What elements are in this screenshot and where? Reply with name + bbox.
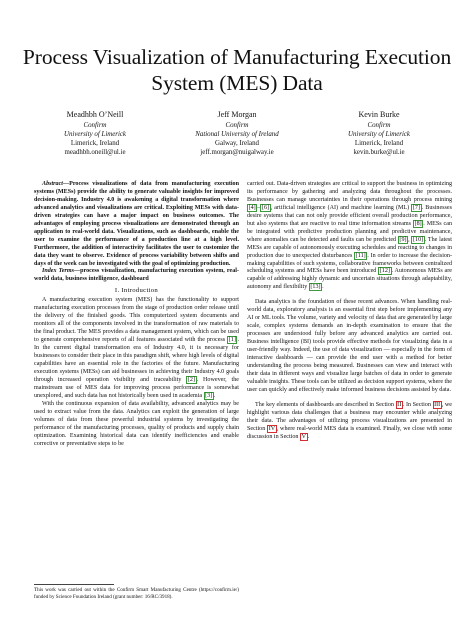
text-run: . In order to increase the decision-making capabilities of such systems, collaborative frameworks between centralized scheduling systems and MESs have been introduced [247, 252, 453, 275]
citation-link[interactable]: [13] [310, 284, 321, 291]
author-name: Jeff Morgan [217, 110, 257, 119]
text-run: A manufacturing execution system (MES) has the functionality to support manufacturing execution processes from the stage of production order release until the delivery of the finished goods. This computerized system documents and monitors all of the components involved in the transformation of raw materials to the final product. The MES provides a data management system, which can be used to generate comprehensive reports of all features associated with the process [34, 297, 239, 344]
citation-link[interactable]: [2] [187, 376, 195, 383]
text-run: . [322, 284, 324, 291]
text-run: . Businesses desire systems that can not only provide efficient overall production performance, but also systems that are reactive to real time information streams [247, 204, 453, 227]
author-email: kevin.burke@ul.ie [353, 148, 405, 156]
text-run: , artificial intelligence (AI) and machine learning (ML) [270, 204, 412, 211]
intro-paragraph-1 [34, 297, 239, 400]
index-terms [34, 268, 239, 284]
author-location: Limerick, Ireland [354, 139, 404, 147]
author-affiliation: University of Limerick [347, 130, 410, 138]
section-link[interactable]: V [301, 433, 306, 440]
text-run: The key elements of dashboards are described in Section [255, 401, 396, 408]
author-block-3 [304, 110, 454, 157]
section-link[interactable]: III [434, 401, 441, 408]
index-terms-lead: Index Terms [42, 268, 75, 275]
author-email: jeff.morgan@nuigalway.ie [200, 148, 274, 156]
section-link[interactable]: II [397, 401, 402, 408]
text-run: , [408, 236, 412, 243]
text-run: . [307, 433, 310, 440]
author-email: meadhbh.oneill@ul.ie [64, 148, 126, 156]
right-paragraph-3 [247, 402, 452, 442]
citation-link[interactable]: [1] [228, 337, 236, 344]
footnote-rule [34, 584, 114, 585]
text-run: . [213, 392, 216, 399]
text-run: , where real-world MES data is examined. Finally, we close with some discussion in Section [247, 425, 453, 440]
right-column [247, 181, 452, 442]
author-name: Meadhbh O’Neill [66, 110, 124, 119]
author-location: Galway, Ireland [215, 139, 259, 147]
index-terms-text: —process visualization, manufacturing execution system, real-world data, business intelligence, dashboard [34, 268, 239, 283]
author-role: Confirm [225, 121, 249, 129]
abstract [34, 181, 239, 268]
text-run: . The latest MESs are capable of autonomously executing schedules and reacting to changes in production due to unexpected disturbances [247, 236, 452, 259]
section-heading-introduction: I. Introduction [114, 287, 159, 295]
left-column [34, 181, 239, 448]
author-affiliation: National University of Ireland [195, 130, 279, 138]
author-location: Limerick, Ireland [70, 139, 120, 147]
citation-link[interactable]: [8] [414, 220, 422, 227]
right-paragraph-2: Data analytics is the foundation of these recent advances. When handling real-world data, exploratory analysis is an essential first step before implementing any AI or ML tools. The volume, variety and velocity of data that are generated by large scale, complex systems demands an in-depth examination to ensure that the processes are understood fully before any advanced analytics are carried out. Business intelligence (BI) tools provide effective methods for visualizing data in a user-friendly way. Indeed, the use of data visualization — especially in the form of interactive dashboards — can provide the end user with a method for better understanding the process being measured. Businesses can view and interact with their data in different ways and visualize large batches of data in order to generate valuable insights. These tools can be utilized as decision support systems, where the user can quickly and effectively make informed business decisions assisted by data. [247, 299, 453, 393]
right-paragraph-1 [247, 181, 452, 292]
section-link[interactable]: IV [268, 425, 276, 432]
citation-link[interactable]: [11] [355, 252, 366, 259]
author-role: Confirm [367, 121, 391, 129]
intro-paragraph-2: With the continuous expansion of data availability, advanced analytics may be used to extract value from the data. Analytics can exploit the generation of large volumes of data from these powerful industrial systems by investigating the performance of the manufacturing processes, quality of products and supply chain optimization. Examining historical data can identify inefficiencies and enable corrective or preventative steps to be [34, 400, 239, 447]
text-run: . Autonomous MESs are capable of addressing highly dynamic and uncertain situations through adaptability, autonomy and flexibility [247, 268, 452, 291]
author-block-1 [20, 110, 170, 157]
text-run: . MESs can be integrated with predictive production planning and predictive maintenance, where anomalies can be detected and faults can be predicted [247, 220, 452, 243]
text-run: . In Section [402, 401, 433, 408]
citation-link[interactable]: [7] [412, 204, 421, 211]
abstract-lead: Abstract [42, 181, 63, 187]
citation-link[interactable]: [6] [261, 204, 270, 211]
footnote: This work was carried out within the Confirm Smart Manufacturing Centre (https://confirm.ie/) funded by Science Foundation Ireland (grant number: 16/RC/3918). [34, 587, 239, 600]
text-run: , we highlight various data challenges that a business may encounter while analyzing their data. The advantages of utilizing process visualizations are presented in Section [247, 401, 453, 432]
citation-link[interactable]: [9] [399, 236, 407, 243]
text-run: carried out. Data-driven strategies are critical to support the business in optimizing its performance by gathering and analyzing data throughout the processes. Businesses can manage uncertainties in their operations through process mining [247, 181, 452, 203]
text-run: . In the current digital transformation era of Industry 4.0, it is necessary for businesses to consider their place in this paradigm shift, where high levels of digital capabilities have an essential role in the factories of the future. Manufacturing execution systems (MESs) can aid businesses in achieving their Industry 4.0 goals through increased operation visibility and traceability [34, 337, 239, 383]
abstract-text: —Process visualizations of data from manufacturing execution systems (MESs) provide the ability to generate valuable insights for improved decision-making. Industry 4.0 is awakening a digital transformation where advanced analytics and visualizations are critical. Exploiting MESs with data-driven strategies can have a major impact on business outcomes. The advantages of employing process visualizations are demonstrated through an application to real-world data. Visualizations, such as dashboards, enable the user to examine the performance of a production line at a high level. Furthermore, the addition of interactivity facilitates the user to customize the data they want to observe. Evidence of process variability between shifts and days of the week can be investigated with the goal of optimizing production. [34, 181, 239, 267]
author-name: Kevin Burke [358, 110, 400, 119]
paper-title: Process Visualization of Manufacturing Execution System (MES) Data [22, 45, 452, 95]
author-block-2 [162, 110, 312, 157]
citation-link[interactable]: [10] [413, 236, 424, 243]
citation-link[interactable]: [3] [205, 392, 213, 399]
text-run: – [257, 204, 261, 211]
text-run: . However, the mainstream use of MES data for improving process performance is somewhat unexplored, and such data has not historically been used in academia [34, 376, 239, 399]
author-affiliation: University of Limerick [63, 130, 126, 138]
citation-link[interactable]: [12] [379, 268, 390, 275]
author-role: Confirm [83, 121, 107, 129]
citation-link[interactable]: [4] [248, 204, 256, 211]
